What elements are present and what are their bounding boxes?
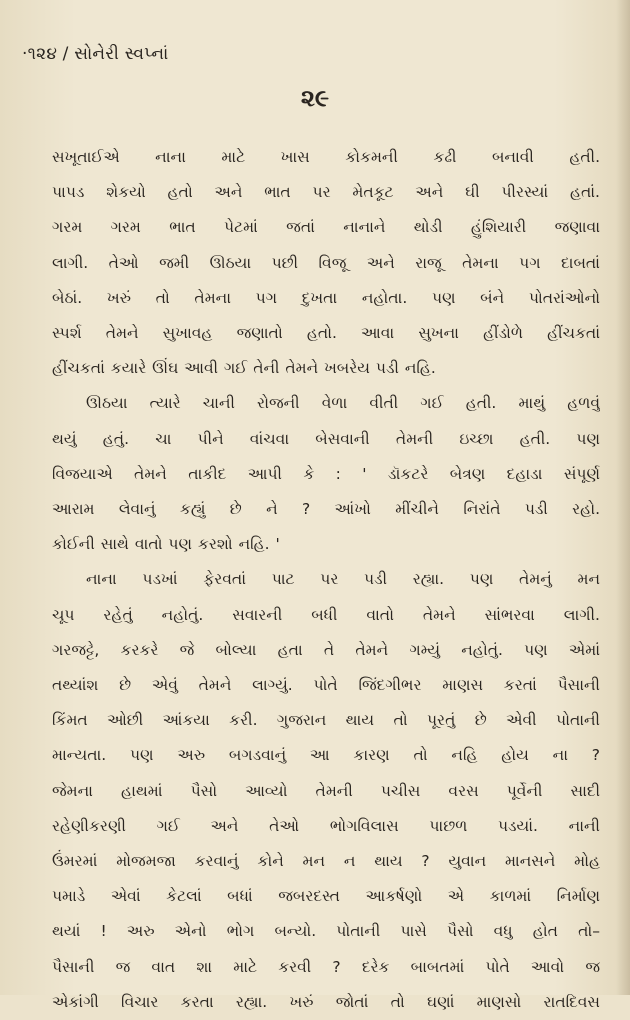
text-line: વિજયાએ તેમને તાકીદ આપી કે : ' ડૉકટરે બેત્રણ દહાડા સંપૂર્ણ [52,464,600,483]
text-line: પૈસાની જ વાત શા માટે કરવી ? દરેક બાબતમાં પોતે આવો જ [52,957,600,976]
text-line: પાપડ શેકયો હતો અને ભાત પર મેતકૂટ અને ઘી પીરસ્યાં હતાં. [52,183,600,202]
page-edge-shadow [616,0,630,995]
text-line: ગરમ ગરમ ભાત પેટમાં જતાં નાનાને થોડી હુંશિયારી જણાવા [52,218,600,237]
paragraph [52,562,600,1020]
text-line: ચૂપ રહેતું નહોતું. સવારની બધી વાતો તેમને સાંભરવા લાગી. [52,605,600,624]
text-line: નાના પડખાં ફેરવતાં પાટ પર પડી રહ્યા. પણ તેમનું મન [86,570,600,589]
text-line: સ્પર્શ તેમને સુખાવહ જણાતો હતો. આવા સુખના હીંડોળે હીંચકતાં [52,324,600,343]
text-line: બેઠાં. ખરું તો તેમના પગ દુખતા નહોતા. પણ બંને પોતરાંઓનો [52,288,600,307]
text-line: ઉંમરમાં મોજમજા કરવાનું કોને મન ન થાય ? યુવાન માનસને મોહ [52,852,600,871]
text-line: પમાડે એવાં કેટલાં બધાં જબરદસ્ત આકર્ષણો એ કાળમાં નિર્માણ [52,887,600,906]
text-line: કિંમત ઓછી આંકયા કરી. ગુજરાન થાય તો પૂરતું છે એવી પોતાની [52,711,600,730]
text-line: થયું હતું. ચા પીને વાંચવા બેસવાની તેમની ઇચ્છા હતી. પણ [52,429,600,448]
text-line: લાગી. તેઓ જમી ઊઠયા પછી વિજૂ અને રાજૂ તેમના પગ દાબતાં [52,253,600,272]
text-line: સખૂતાઈએ નાના માટે ખાસ કોકમની કઢી બનાવી હતી. [52,148,600,166]
paragraph [52,386,600,562]
body-text [52,140,600,1020]
text-line: આરામ લેવાનું કહ્યું છે ને ? આંખો મીંચીને નિરાંતે પડી રહો. [52,500,600,519]
text-line: જેમના હાથમાં પૈસો આવ્યો તેમની પચીસ વરસ પૂર્વેની સાદી [52,781,600,800]
text-line: ગરજટ્ટે, કરકરે જે બોલ્યા હતા તે તેમને ગમ્યું નહોતું. પણ એમાં [52,640,600,659]
paragraph [52,140,600,386]
text-line: એકાંગી વિચાર કરતા રહ્યા. ખરું જોતાં તો ઘણાં માણસો રાતદિવસ [52,992,600,1011]
text-line: હીંચકતાં કયારે ઊંઘ આવી ગઈ તેની તેમને ખબરેય પડી નહિ. [52,359,436,378]
text-line: થયાં ! અરુ એનો ભોગ બન્યો. પોતાની પાસે પૈસો વધુ હોત તો– [52,922,600,941]
text-line: રહેણીકરણી ગઈ અને તેઓ ભોગવિલાસ પાછળ પડયાં. નાની [52,816,600,835]
text-line: તથ્યાંશ છે એવું તેમને લાગ્યું. પોતે જિંદગીભર માણસ કરતાં પૈસાની [52,676,600,695]
text-line: ઊઠયા ત્યારે ચાની રોજની વેળા વીતી ગઈ હતી. માથું હળવું [86,394,600,413]
text-line: કોઈની સાથે વાતો પણ કરશો નહિ. ' [52,535,280,554]
text-line: માન્યતા. પણ અરુ બગડવાનું આ કારણ તો નહિ હોય ના ? [52,746,600,765]
running-head: ·૧૨૪ / સોનેરી સ્વપ્નાં [22,44,169,64]
chapter-number: ૨૯ [300,84,330,112]
